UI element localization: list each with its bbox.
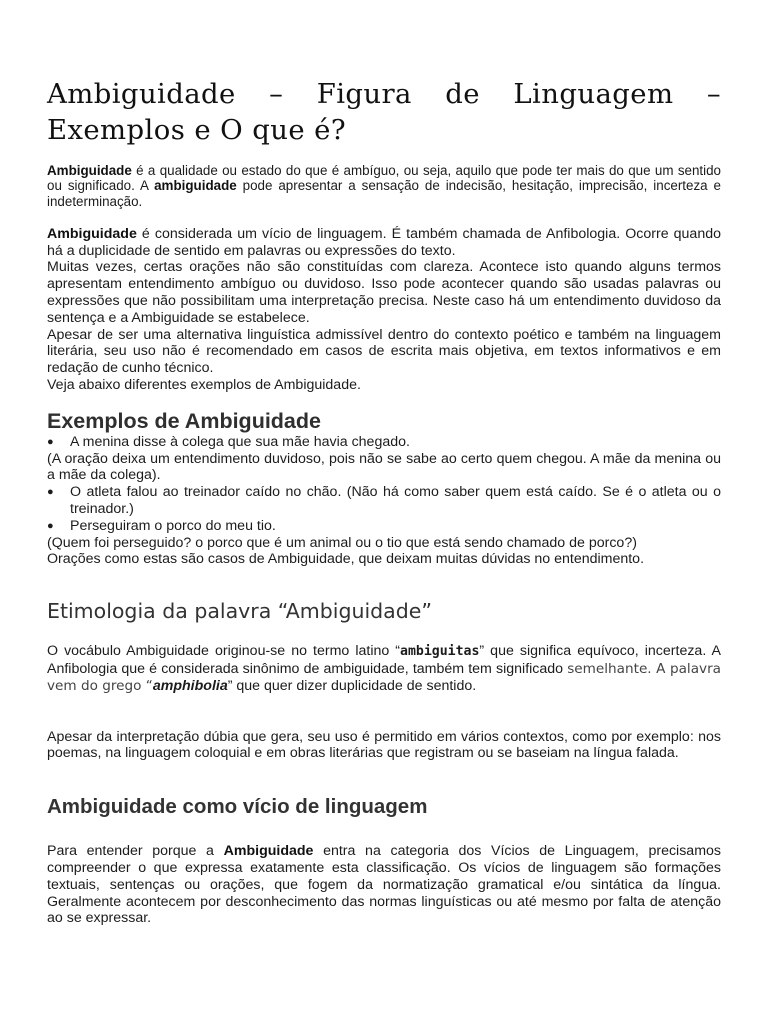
greek-term: amphibolia — [152, 677, 228, 694]
bold-term: Ambiguidade — [47, 225, 137, 242]
vice-paragraph-1 — [47, 843, 721, 927]
text-run: é considerada um vício de linguagem. É também chamada de Anfibologia. Ocorre quando há a duplicidade de sentido em palavras ou expressões do texto. — [47, 225, 721, 259]
intro-paragraph-4: Apesar de ser uma alternativa linguística admissível dentro do contexto poético e também na linguagem literária, seu uso não é recomendado em casos de escrita mais objetiva, em textos informativos e em redação de cunho técnico. — [47, 326, 721, 377]
etymology-paragraph-2: Apesar da interpretação dúbia que gera, seu uso é permitido em vários contextos, como por exemplo: nos poemas, na linguagem coloquial e em obras literárias que registram ou se baseiam na língua falada. — [47, 728, 721, 762]
section-heading-vice: Ambiguidade como vício de linguagem — [47, 795, 428, 819]
list-item — [47, 434, 721, 451]
article-body — [47, 76, 721, 927]
etymology-paragraph-1 — [47, 643, 721, 694]
text-run: é a qualidade ou estado do que é ambíguo, ou seja, aquilo que pode ter mais do que um sentido ou significado. A — [47, 163, 721, 194]
list-item — [47, 484, 721, 518]
text-run: semelhante. A palavra vem do grego “ — [47, 661, 722, 694]
list-item-text: Perseguiram o porco do meu tio. — [70, 517, 276, 534]
bullet-icon: ● — [47, 519, 54, 532]
bullet-icon: ● — [47, 486, 54, 499]
list-item — [47, 518, 721, 535]
latin-term: ambiguitas — [400, 644, 480, 660]
section-heading-examples: Exemplos de Ambiguidade — [47, 408, 321, 433]
text-run: Para entender porque a — [47, 843, 224, 860]
text-run: pode apresentar a sensação de indecisão, hesitação, imprecisão, incerteza e indeterminação. — [47, 178, 721, 209]
examples-list — [47, 434, 721, 451]
text-run: ” que significa equívoco, incerteza. A Anfibologia que é considerada sinônimo de ambiguidade, também tem significado — [47, 643, 721, 678]
article-title: Ambiguidade – Figura de Linguagem – Exemplos e O que é? — [47, 78, 721, 146]
examples-closing: Orações como estas são casos de Ambiguidade, que deixam muitas dúvidas no entendimento. — [47, 551, 645, 568]
section-heading-etymology: Etimologia da palavra “Ambiguidade” — [47, 599, 432, 624]
intro-paragraph-3: Muitas vezes, certas orações não são constituídas com clareza. Acontece isto quando alguns termos apresentam entendimento ambíguo ou duvidoso. Isso pode acontecer quando são usadas palavras ou expressões que não possibilitam uma interpretação precisa. Neste caso há um entendimento duvidoso da sentença e a Ambiguidade se estabelece. — [47, 259, 721, 326]
text-run: ” que quer dizer duplicidade de sentido. — [227, 677, 477, 694]
intro-paragraph-1 — [47, 163, 721, 209]
text-run: O vocábulo Ambiguidade originou-se no termo latino “ — [47, 643, 401, 660]
list-item-text: A menina disse à colega que sua mãe havia chegado. — [70, 433, 410, 450]
intro-paragraph-2 — [47, 226, 721, 260]
intro-paragraph-5: Veja abaixo diferentes exemplos de Ambiguidade. — [47, 377, 361, 394]
example-note-3: (Quem foi perseguido? o porco que é um animal ou o tio que está sendo chamado de porco?) — [47, 534, 637, 551]
text-run: entra na categoria dos Vícios de Linguagem, precisamos compreender o que expressa exatamente esta classificação. Os vícios de linguagem são formações textuais, sentenças ou orações, que fogem da normatização gramatical e/ou sintática da língua. Geralmente acontecem por desconhecimento das normas linguísticas ou até mesmo por falta de atenção ao se expressar. — [47, 843, 721, 927]
bold-term: Ambiguidade — [47, 163, 132, 178]
examples-list — [47, 484, 721, 534]
bold-term: ambiguidade — [154, 178, 237, 194]
bullet-icon: ● — [47, 435, 54, 448]
bold-term: Ambiguidade — [223, 843, 314, 860]
example-note-1: (A oração deixa um entendimento duvidoso, pois não se sabe ao certo quem chegou. A mãe da menina ou a mãe da colega). — [47, 450, 721, 484]
list-item-text: O atleta falou ao treinador caído no chão. (Não há como saber quem está caído. Se é o atleta ou o treinador.) — [70, 484, 721, 518]
